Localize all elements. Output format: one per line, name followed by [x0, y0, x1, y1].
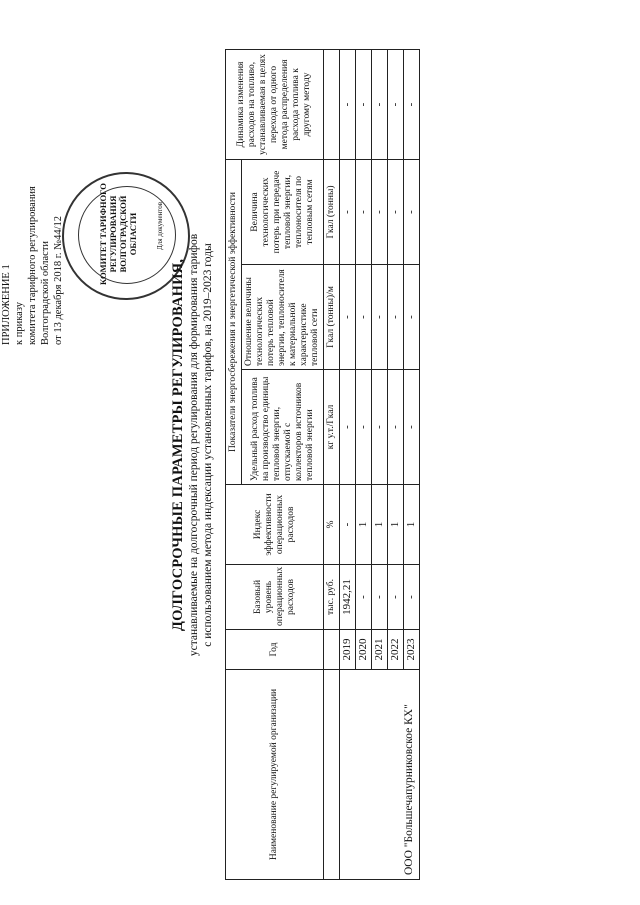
appendix-title: ПРИЛОЖЕНИЕ 1 [1, 264, 12, 345]
col-header-base: Базовый уровень операционных расходов [226, 565, 324, 630]
index-cell: 1 [372, 485, 388, 565]
losses-cell: - [340, 159, 356, 264]
header-row [226, 49, 242, 879]
unit-cell [324, 630, 340, 670]
ratio-cell: - [388, 265, 404, 370]
seal-line: ВОЛГОГРАДСКОЙ [118, 195, 128, 273]
base-cell: - [404, 565, 420, 630]
col-header-fuel: Удельный расход топлива на производство единицы тепловой энергии, отпускаемой с коллекторов источников тепловой энергии [242, 370, 324, 485]
dynamics-cell: - [388, 49, 404, 159]
seal-text [98, 170, 138, 298]
fuel-cell: - [356, 370, 372, 485]
ratio-cell: - [340, 265, 356, 370]
col-header-index: Индекс эффективности операционных расходов [226, 485, 324, 565]
col-header-org: Наименование регулируемой организации [226, 670, 324, 880]
year-cell: 2019 [340, 630, 356, 670]
col-header-energy-group: Показатели энергосбережения и энергетической эффективности [226, 159, 242, 484]
col-header-ratio: Отношение величины технологических потерь тепловой энергии, теплоносителя к материальной характеристике тепловой сети [242, 265, 324, 370]
unit-cell [324, 670, 340, 880]
base-cell: - [372, 565, 388, 630]
organization-name: ООО "Большечапурниковское КХ" [340, 670, 420, 880]
document-heading [170, 185, 215, 705]
unit-cell: Гкал (тонны) [324, 159, 340, 264]
ratio-cell: - [404, 265, 420, 370]
fuel-cell: - [404, 370, 420, 485]
fuel-cell: - [340, 370, 356, 485]
losses-cell: - [388, 159, 404, 264]
parameters-table [225, 49, 420, 880]
unit-cell: кг у.т./Гкал [324, 370, 340, 485]
col-header-losses: Величина технологических потерь при передаче тепловой энергии, теплоносителя по тепловым сетям [242, 159, 324, 264]
dynamics-cell: - [340, 49, 356, 159]
ratio-cell: - [356, 265, 372, 370]
document-subtitle: устанавливаемые на долгосрочный период регулирования для формирования тарифов [188, 233, 200, 657]
index-cell: 1 [388, 485, 404, 565]
losses-cell: - [356, 159, 372, 264]
document-subtitle: с использованием метода индексации установленных тарифов, на 2019–2023 годы [202, 243, 214, 647]
dynamics-cell: - [372, 49, 388, 159]
year-cell: 2022 [388, 630, 404, 670]
appendix-line: Волгоградской области [40, 240, 51, 345]
losses-cell: - [404, 159, 420, 264]
year-cell: 2023 [404, 630, 420, 670]
base-cell: 1942,21 [340, 565, 356, 630]
index-cell: - [340, 485, 356, 565]
seal-caption: Для документов [156, 201, 164, 250]
year-cell: 2020 [356, 630, 372, 670]
index-cell: 1 [356, 485, 372, 565]
col-header-dynamics: Динамика изменения расходов на топливо, устанавливаемая в целях перехода от одного метода распределения расхода топлива к другому методу [226, 49, 324, 159]
document-title: ДОЛГОСРОЧНЫЕ ПАРАМЕТРЫ РЕГУЛИРОВАНИЯ, [170, 258, 186, 632]
unit-cell: % [324, 485, 340, 565]
year-cell: 2021 [372, 630, 388, 670]
unit-cell: Гкал (тонны)/м [324, 265, 340, 370]
seal-line: ОБЛАСТИ [128, 212, 138, 256]
appendix-date: от 13 декабря 2018 г. №44/12 [53, 215, 64, 345]
fuel-cell: - [372, 370, 388, 485]
dynamics-cell: - [356, 49, 372, 159]
fuel-cell: - [388, 370, 404, 485]
seal-line: КОМИТЕТ ТАРИФНОГО [98, 183, 108, 285]
seal-line: РЕГУЛИРОВАНИЯ [108, 195, 118, 273]
table-row [340, 49, 356, 879]
units-row [324, 49, 340, 879]
dynamics-cell: - [404, 49, 420, 159]
unit-cell: тыс. руб. [324, 565, 340, 630]
losses-cell: - [372, 159, 388, 264]
base-cell: - [388, 565, 404, 630]
base-cell: - [356, 565, 372, 630]
appendix-line: комитета тарифного регулирования [27, 186, 38, 345]
appendix-line: к приказу [14, 302, 25, 345]
ratio-cell: - [372, 265, 388, 370]
col-header-year: Год [226, 630, 324, 670]
unit-cell [324, 49, 340, 159]
index-cell: 1 [404, 485, 420, 565]
appendix-block [0, 5, 65, 345]
